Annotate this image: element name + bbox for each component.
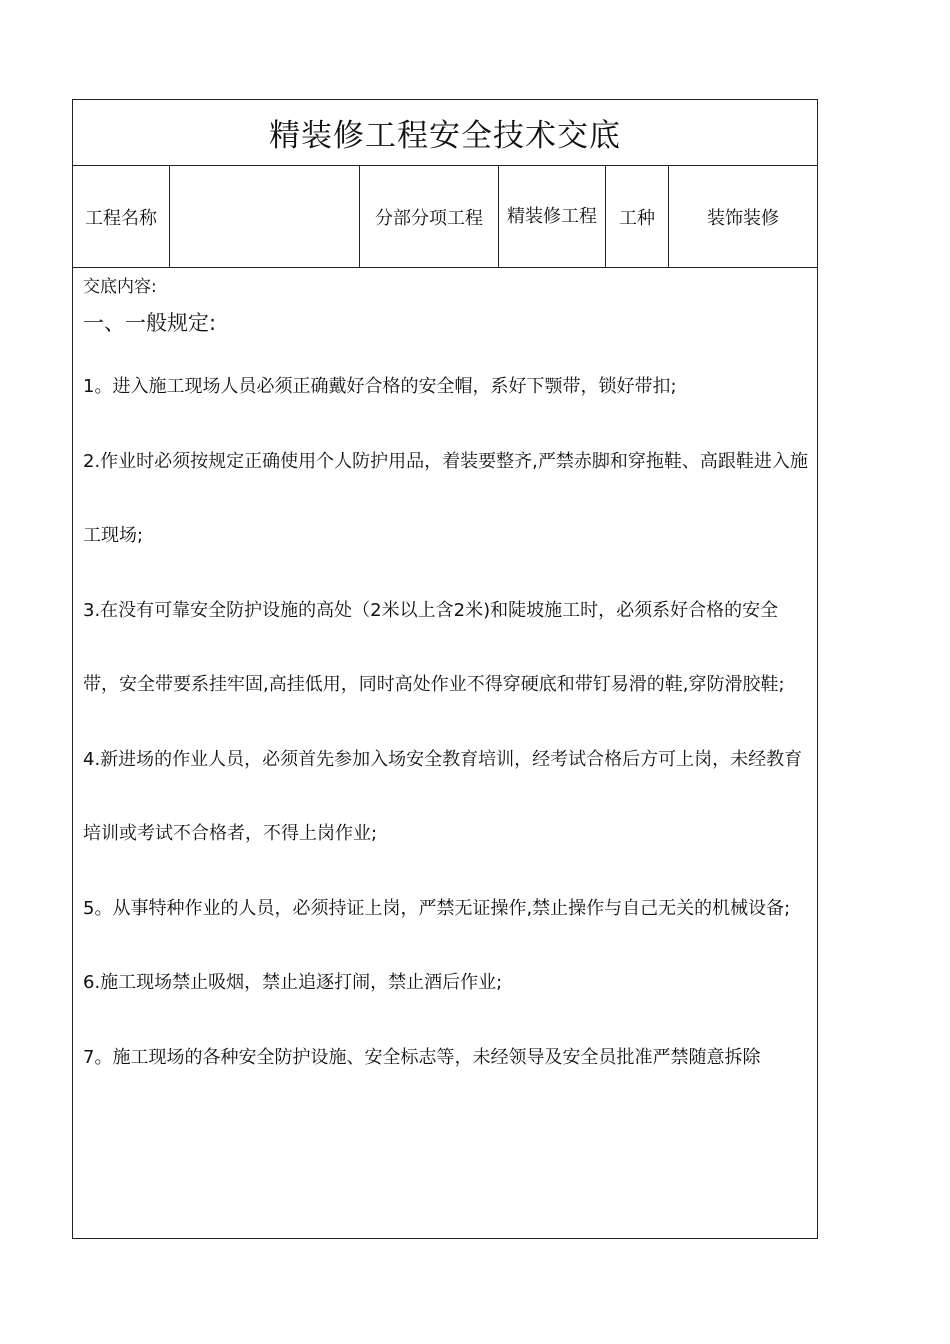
info-row <box>73 166 817 268</box>
subitem-value: 精装修工程 <box>499 166 606 267</box>
rule-paragraph: 7。施工现场的各种安全防护设施、安全标志等，未经领导及安全员批准严禁随意拆除 <box>83 1046 761 1068</box>
rule-paragraph: 3.在没有可靠安全防护设施的高处（2米以上含2米)和陡坡施工时，必须系好合格的安全带，安全带要系挂牢固,高挂低用，同时高处作业不得穿硬底和带钉易滑的鞋,穿防滑胶鞋; <box>83 599 785 695</box>
title-row <box>73 100 817 166</box>
document-title: 精装修工程安全技术交底 <box>269 118 621 154</box>
rule-paragraph: 5。从事特种作业的人员，必须持证上岗，严禁无证操作,禁止操作与自己无关的机械设备; <box>83 897 791 919</box>
rule-paragraph: 2.作业时必须按规定正确使用个人防护用品，着装要整齐,严禁赤脚和穿拖鞋、高跟鞋进入施工现场; <box>83 450 808 546</box>
project-name-value <box>170 166 360 267</box>
subitem-label: 分部分项工程 <box>360 166 499 267</box>
disclosure-form <box>72 99 818 1239</box>
rule-paragraph: 6.施工现场禁止吸烟，禁止追逐打闹，禁止酒后作业; <box>83 972 503 993</box>
trade-label: 工种 <box>606 166 669 267</box>
project-name-label: 工程名称 <box>73 166 170 267</box>
trade-value: 装饰装修 <box>707 207 779 229</box>
section-heading: 一、一般规定: <box>83 311 217 335</box>
content-label: 交底内容: <box>83 277 157 297</box>
rule-paragraph: 4.新进场的作业人员，必须首先参加入场安全教育培训，经考试合格后方可上岗，未经教育培训或考试不合格者，不得上岗作业; <box>83 748 803 844</box>
content-area <box>73 268 817 1095</box>
rule-paragraph: 1。进入施工现场人员必须正确戴好合格的安全帽，系好下颚带，锁好带扣; <box>83 376 677 397</box>
